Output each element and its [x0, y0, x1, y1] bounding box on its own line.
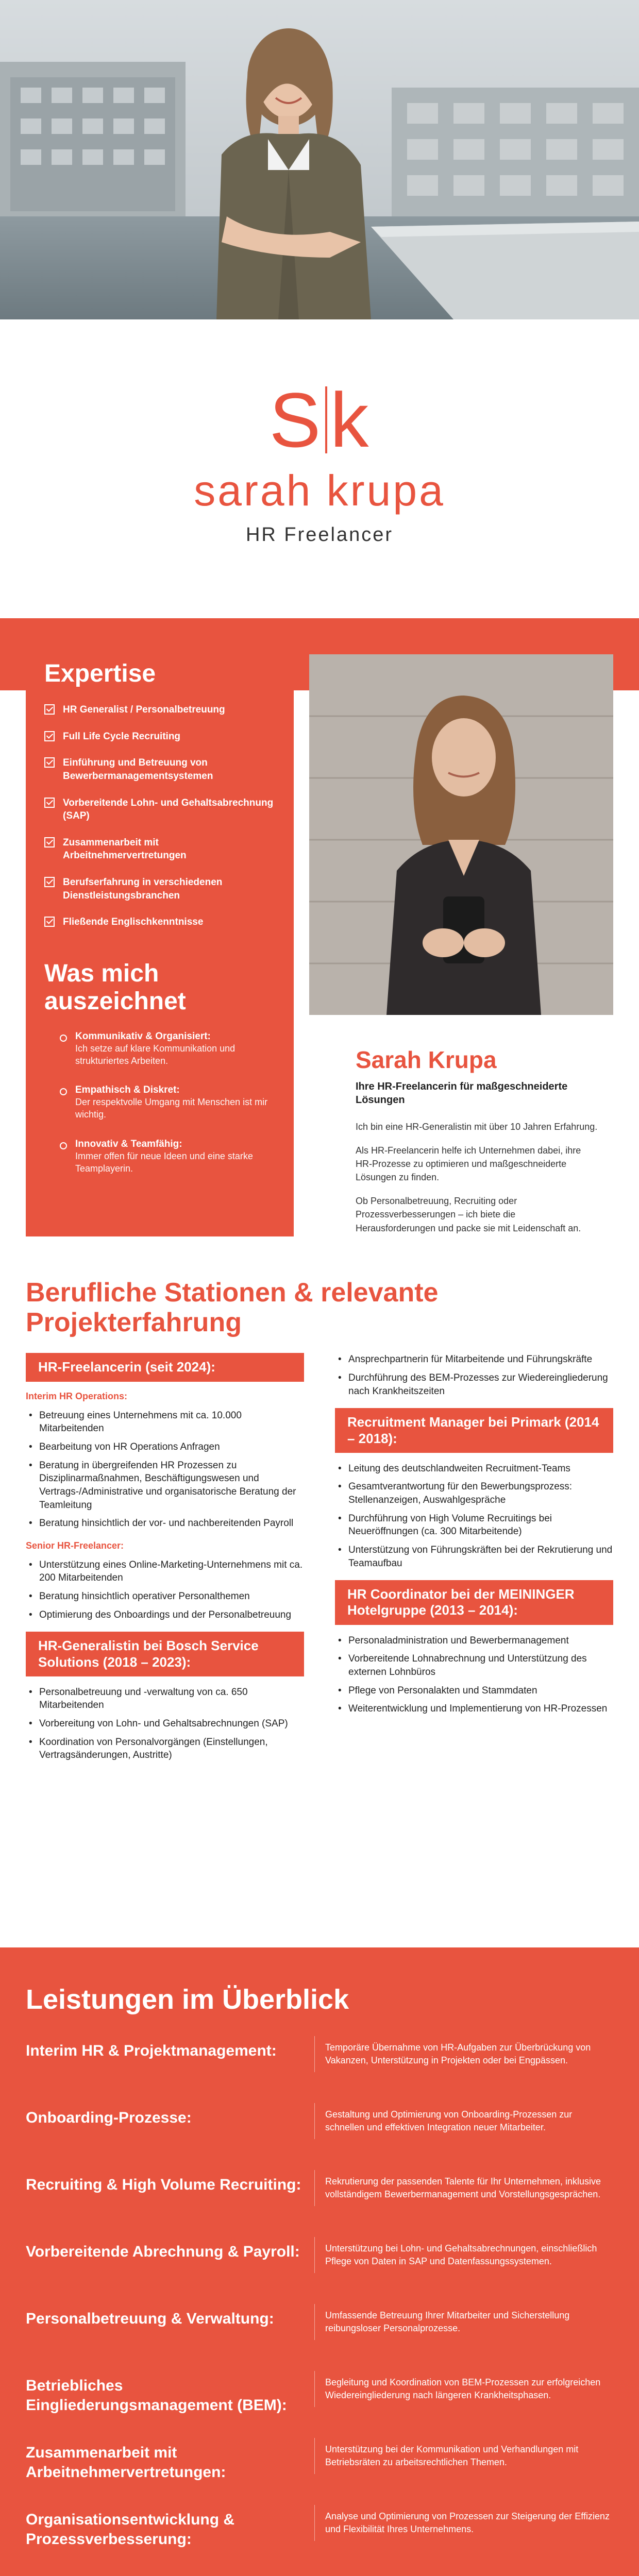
job-list	[26, 1409, 304, 1530]
expertise-item: Fließende Englischkenntnisse	[44, 916, 275, 929]
quality-item: Kommunikativ & Organisiert: Ich setze auf klare Kommunikation und strukturiertes Arbeiten.	[75, 1031, 275, 1067]
checkbox-icon	[44, 757, 55, 768]
hero-photo-illustration	[0, 0, 639, 319]
job-list	[26, 1686, 304, 1762]
job-title: HR-Generalistin bei Bosch Service Solutions (2018 – 2023):	[26, 1632, 304, 1676]
list-item: • Vorbereitung von Lohn- und Gehaltsabrechnungen (SAP)	[26, 1717, 304, 1731]
intro-name: Sarah Krupa	[356, 1046, 497, 1073]
intro-block	[356, 1046, 598, 1245]
service-row: Interim HR & Projektmanagement: Temporäre Übernahme von HR-Aufgaben zur Überbrückung von Vakanzen, Unterstützung in Projekten oder bei Engpässen.	[26, 2036, 613, 2103]
expertise-card	[26, 639, 294, 1236]
list-item: • Gesamtverantwortung für den Bewerbungsprozess: Stellenanzeigen, Auswahlgespräche	[335, 1480, 613, 1506]
career-section	[0, 1267, 639, 1947]
job-list	[335, 1353, 613, 1398]
checkbox-icon	[44, 704, 55, 715]
logo-divider	[325, 386, 327, 453]
service-row: Betriebliches Eingliederungsmanagement (BEM): Begleitung und Koordination von BEM-Prozessen zur erfolgreichen Wiedereingliederung nach längeren Krankheitsphasen.	[26, 2371, 613, 2438]
job-list	[335, 1462, 613, 1570]
checkbox-icon	[44, 731, 55, 741]
list-item: • Beratung in übergreifenden HR Prozessen zu Disziplinarmaßnahmen, Beschäftigungswesen und Vertrags-/Administrative und organisatorische Beratung der Teamleitung	[26, 1459, 304, 1512]
checkbox-icon	[44, 877, 55, 887]
career-title: Berufliche Stationen & relevante Projekterfahrung	[26, 1278, 439, 1338]
intro-paragraph: Ich bin eine HR-Generalistin mit über 10 Jahren Erfahrung.	[356, 1122, 598, 1132]
logo-name: sarah krupa	[194, 466, 445, 515]
list-item: • Durchführung des BEM-Prozesses zur Wiedereingliederung nach Krankheitszeiten	[335, 1371, 613, 1398]
services-section	[0, 1947, 639, 2576]
job-title: Recruitment Manager bei Primark (2014 – 2018):	[335, 1408, 613, 1452]
qualities-title: Was mich auszeichnet	[44, 960, 186, 1015]
list-item: • Betreuung eines Unternehmens mit ca. 10.000 Mitarbeitenden	[26, 1409, 304, 1435]
qualities-list	[44, 1031, 275, 1175]
list-item: • Ansprechpartnerin für Mitarbeitende und Führungskräfte	[335, 1353, 613, 1366]
expertise-title: Expertise	[44, 660, 156, 687]
job-title: HR-Freelancerin (seit 2024):	[26, 1353, 304, 1381]
list-item: • Koordination von Personalvorgängen (Einstellungen, Vertragsänderungen, Austritte)	[26, 1736, 304, 1762]
list-item: • Unterstützung von Führungskräften bei der Rekrutierung und Teamaufbau	[335, 1544, 613, 1570]
quality-item: Empathisch & Diskret: Der respektvolle Umgang mit Menschen ist mir wichtig.	[75, 1084, 275, 1121]
career-col-right	[335, 1353, 613, 1772]
list-item: • Unterstützung eines Online-Marketing-Unternehmens mit ca. 200 Mitarbeitenden	[26, 1558, 304, 1585]
expertise-item: Vorbereitende Lohn- und Gehaltsabrechnung (SAP)	[44, 796, 275, 823]
service-row: Recruiting & High Volume Recruiting: Rekrutierung der passenden Talente für Ihr Unternehmen, inklusive vollständigem Bewerbermanagement und Vorstellungsgesprächen.	[26, 2170, 613, 2237]
job-sublabel: Senior HR-Freelancer:	[26, 1540, 124, 1551]
quality-item: Innovativ & Teamfähig: Immer offen für neue Ideen und eine starke Teamplayerin.	[75, 1139, 275, 1175]
portrait-photo-phone	[309, 654, 613, 1015]
logo-letter-s: S	[269, 377, 322, 463]
checkbox-icon	[44, 917, 55, 927]
logo-mark	[269, 377, 370, 463]
expertise-list	[44, 703, 275, 929]
expertise-item: Zusammenarbeit mit Arbeitnehmervertretungen	[44, 836, 275, 862]
service-row: Zusammenarbeit mit Arbeitnehmervertretungen: Unterstützung bei der Kommunikation und Verhandlungen mit Betriebsräten zu arbeitsrechtlichen Themen.	[26, 2438, 613, 2505]
list-item: • Durchführung von High Volume Recruitings bei Neueröffnungen (ca. 300 Mitarbeitende)	[335, 1512, 613, 1538]
list-item: • Personaladministration und Bewerbermanagement	[335, 1634, 613, 1648]
logo-letter-k: k	[330, 377, 370, 463]
list-item: • Bearbeitung von HR Operations Anfragen	[26, 1440, 304, 1454]
intro-paragraph: Ob Personalbetreuung, Recruiting oder Prozessverbesserungen – ich biete die Herausforderungen und packe sie mit Leidenschaft an.	[356, 1196, 581, 1233]
expertise-item: Full Life Cycle Recruiting	[44, 730, 275, 743]
service-row: Vorbereitende Abrechnung & Payroll: Unterstützung bei Lohn- und Gehaltsabrechnungen, einschließlich Pflege von Daten in SAP und Datenfassungssystemen.	[26, 2237, 613, 2304]
services-title: Leistungen im Überblick	[26, 1984, 349, 2015]
expertise-section	[0, 608, 639, 1267]
job-title: HR Coordinator bei der MEININGER Hotelgruppe (2013 – 2014):	[335, 1580, 613, 1624]
list-item: • Leitung des deutschlandweiten Recruitment-Teams	[335, 1462, 613, 1476]
logo-block-top	[0, 319, 639, 608]
expertise-item: Einführung und Betreuung von Bewerbermanagementsystemen	[44, 756, 275, 783]
expertise-item: HR Generalist / Personalbetreuung	[44, 703, 275, 717]
hero-photo	[0, 0, 639, 319]
list-item: • Vorbereitende Lohnabrechnung und Unterstützung des externen Lohnbüros	[335, 1652, 613, 1679]
checkbox-icon	[44, 837, 55, 848]
career-col-left	[26, 1353, 304, 1772]
job-list	[26, 1558, 304, 1622]
service-row: Personalbetreuung & Verwaltung: Umfassende Betreuung Ihrer Mitarbeiter und Sicherstellung reibungsloser Personalprozesse.	[26, 2304, 613, 2371]
intro-lead: Ihre HR-Freelancerin für maßgeschneiderte Lösungen	[356, 1081, 568, 1106]
list-item: • Weiterentwicklung und Implementierung von HR-Prozessen	[335, 1702, 613, 1716]
list-item: • Optimierung des Onboardings und der Personalbetreuung	[26, 1608, 304, 1622]
checkbox-icon	[44, 798, 55, 808]
job-sublabel: Interim HR Operations:	[26, 1391, 128, 1401]
list-item: • Beratung hinsichtlich der vor- und nachbereitenden Payroll	[26, 1517, 304, 1530]
expertise-item: Berufserfahrung in verschiedenen Dienstleistungsbranchen	[44, 876, 275, 902]
job-list	[335, 1634, 613, 1716]
list-item: • Personalbetreuung und -verwaltung von ca. 650 Mitarbeitenden	[26, 1686, 304, 1712]
service-row: Organisationsentwicklung & Prozessverbesserung: Analyse und Optimierung von Prozessen zur Steigerung der Effizienz und Flexibilität Ihres Unternehmens.	[26, 2505, 613, 2572]
service-row: Onboarding-Prozesse: Gestaltung und Optimierung von Onboarding-Prozessen zur schnellen und effektiven Integration neuer Mitarbeiter.	[26, 2103, 613, 2170]
list-item: • Pflege von Personalakten und Stammdaten	[335, 1684, 613, 1698]
list-item: • Beratung hinsichtlich operativer Personalthemen	[26, 1590, 304, 1603]
logo-subtitle: HR Freelancer	[245, 524, 394, 546]
intro-paragraph: Als HR-Freelancerin helfe ich Unternehmen dabei, ihre HR-Prozesse zu optimieren und maßgeschneiderte Lösungen zu finden.	[356, 1145, 581, 1183]
